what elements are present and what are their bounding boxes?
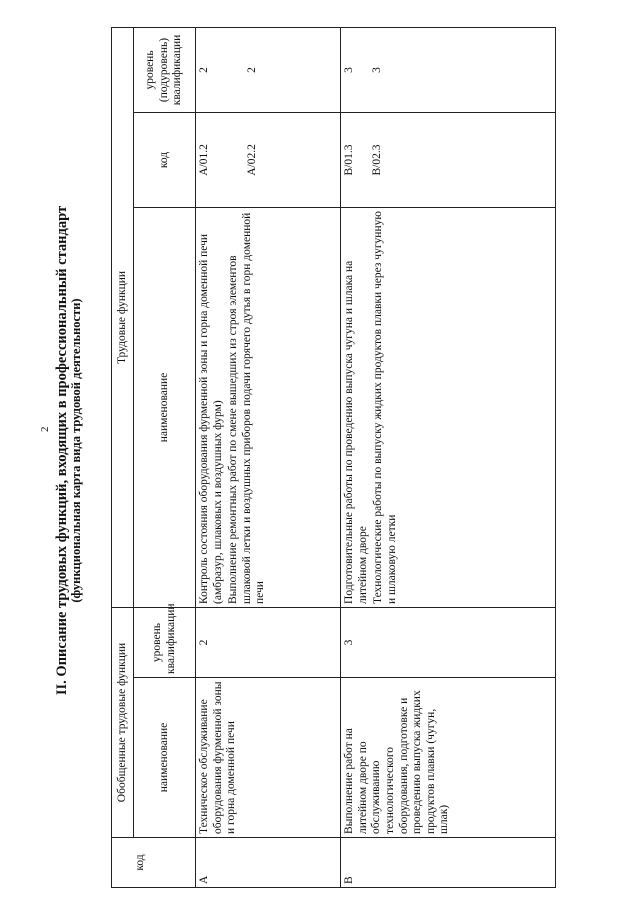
table-row <box>196 27 341 887</box>
header-tf-code: код <box>134 112 196 207</box>
function-name: Выполнение ремонтных работ по смене вышедших из строя элементов шлаковой летки и воздушных приборов подачи горячего дутья в горн доменной печи <box>227 212 267 604</box>
group-code: В <box>341 838 556 888</box>
function-level: 2 <box>198 67 210 73</box>
header-code: код <box>112 838 196 888</box>
table-row <box>341 27 556 887</box>
function-code: А/02.2 <box>245 144 258 176</box>
heading-line-1: II. Описание трудовых функций, входящих в профессиональный стандарт <box>54 205 70 696</box>
function-codes <box>196 112 341 207</box>
function-level: 3 <box>370 67 383 73</box>
header-generalized-functions: Обобщенные трудовые функции <box>112 607 134 837</box>
page-number: 2 <box>39 426 51 432</box>
function-levels <box>341 27 556 112</box>
function-names <box>341 207 556 607</box>
function-code: А/01.2 <box>198 144 210 176</box>
group-name: Техническое обслуживание оборудования фурменной зоны и горна доменной печи <box>196 678 341 838</box>
header-gf-name: наименование <box>134 678 196 838</box>
function-codes <box>341 112 556 207</box>
function-level: 2 <box>245 67 258 73</box>
function-levels <box>196 27 341 112</box>
function-name: Контроль состояния оборудования фурменной зоны и горна доменной печи (амбразур, шлаковых и воздушных фурм) <box>198 233 224 604</box>
group-level: 2 <box>196 607 341 677</box>
function-names <box>196 207 341 607</box>
group-name: Выполнение работ на литейном дворе по обслуживанию технологического оборудования, подготовке и проведению выпуска жидких продуктов плавки (чугун, шлак) <box>341 678 556 838</box>
group-code: А <box>196 838 341 888</box>
heading-line-2: (функциональная карта вида трудовой деятельности) <box>69 298 84 603</box>
header-tf-name: наименование <box>134 207 196 607</box>
rotated-page-content <box>55 13 615 888</box>
group-level: 3 <box>341 607 556 677</box>
header-gf-level: уровень квалификации <box>134 607 196 677</box>
function-name: Технологические работы по выпуску жидких продуктов плавки через чугунную и шлаковую летки <box>372 211 398 604</box>
function-code: В/01.3 <box>343 144 356 176</box>
header-tf-level: уровень (подуровень) квалификации <box>134 27 196 112</box>
functional-map-table <box>111 27 556 888</box>
function-code: В/02.3 <box>370 144 383 176</box>
section-heading <box>55 13 83 888</box>
function-name: Подготовительные работы по проведению выпуска чугуна и шлака на литейном дворе <box>343 260 369 604</box>
header-labor-functions: Трудовые функции <box>112 27 134 607</box>
function-level: 3 <box>343 67 356 73</box>
